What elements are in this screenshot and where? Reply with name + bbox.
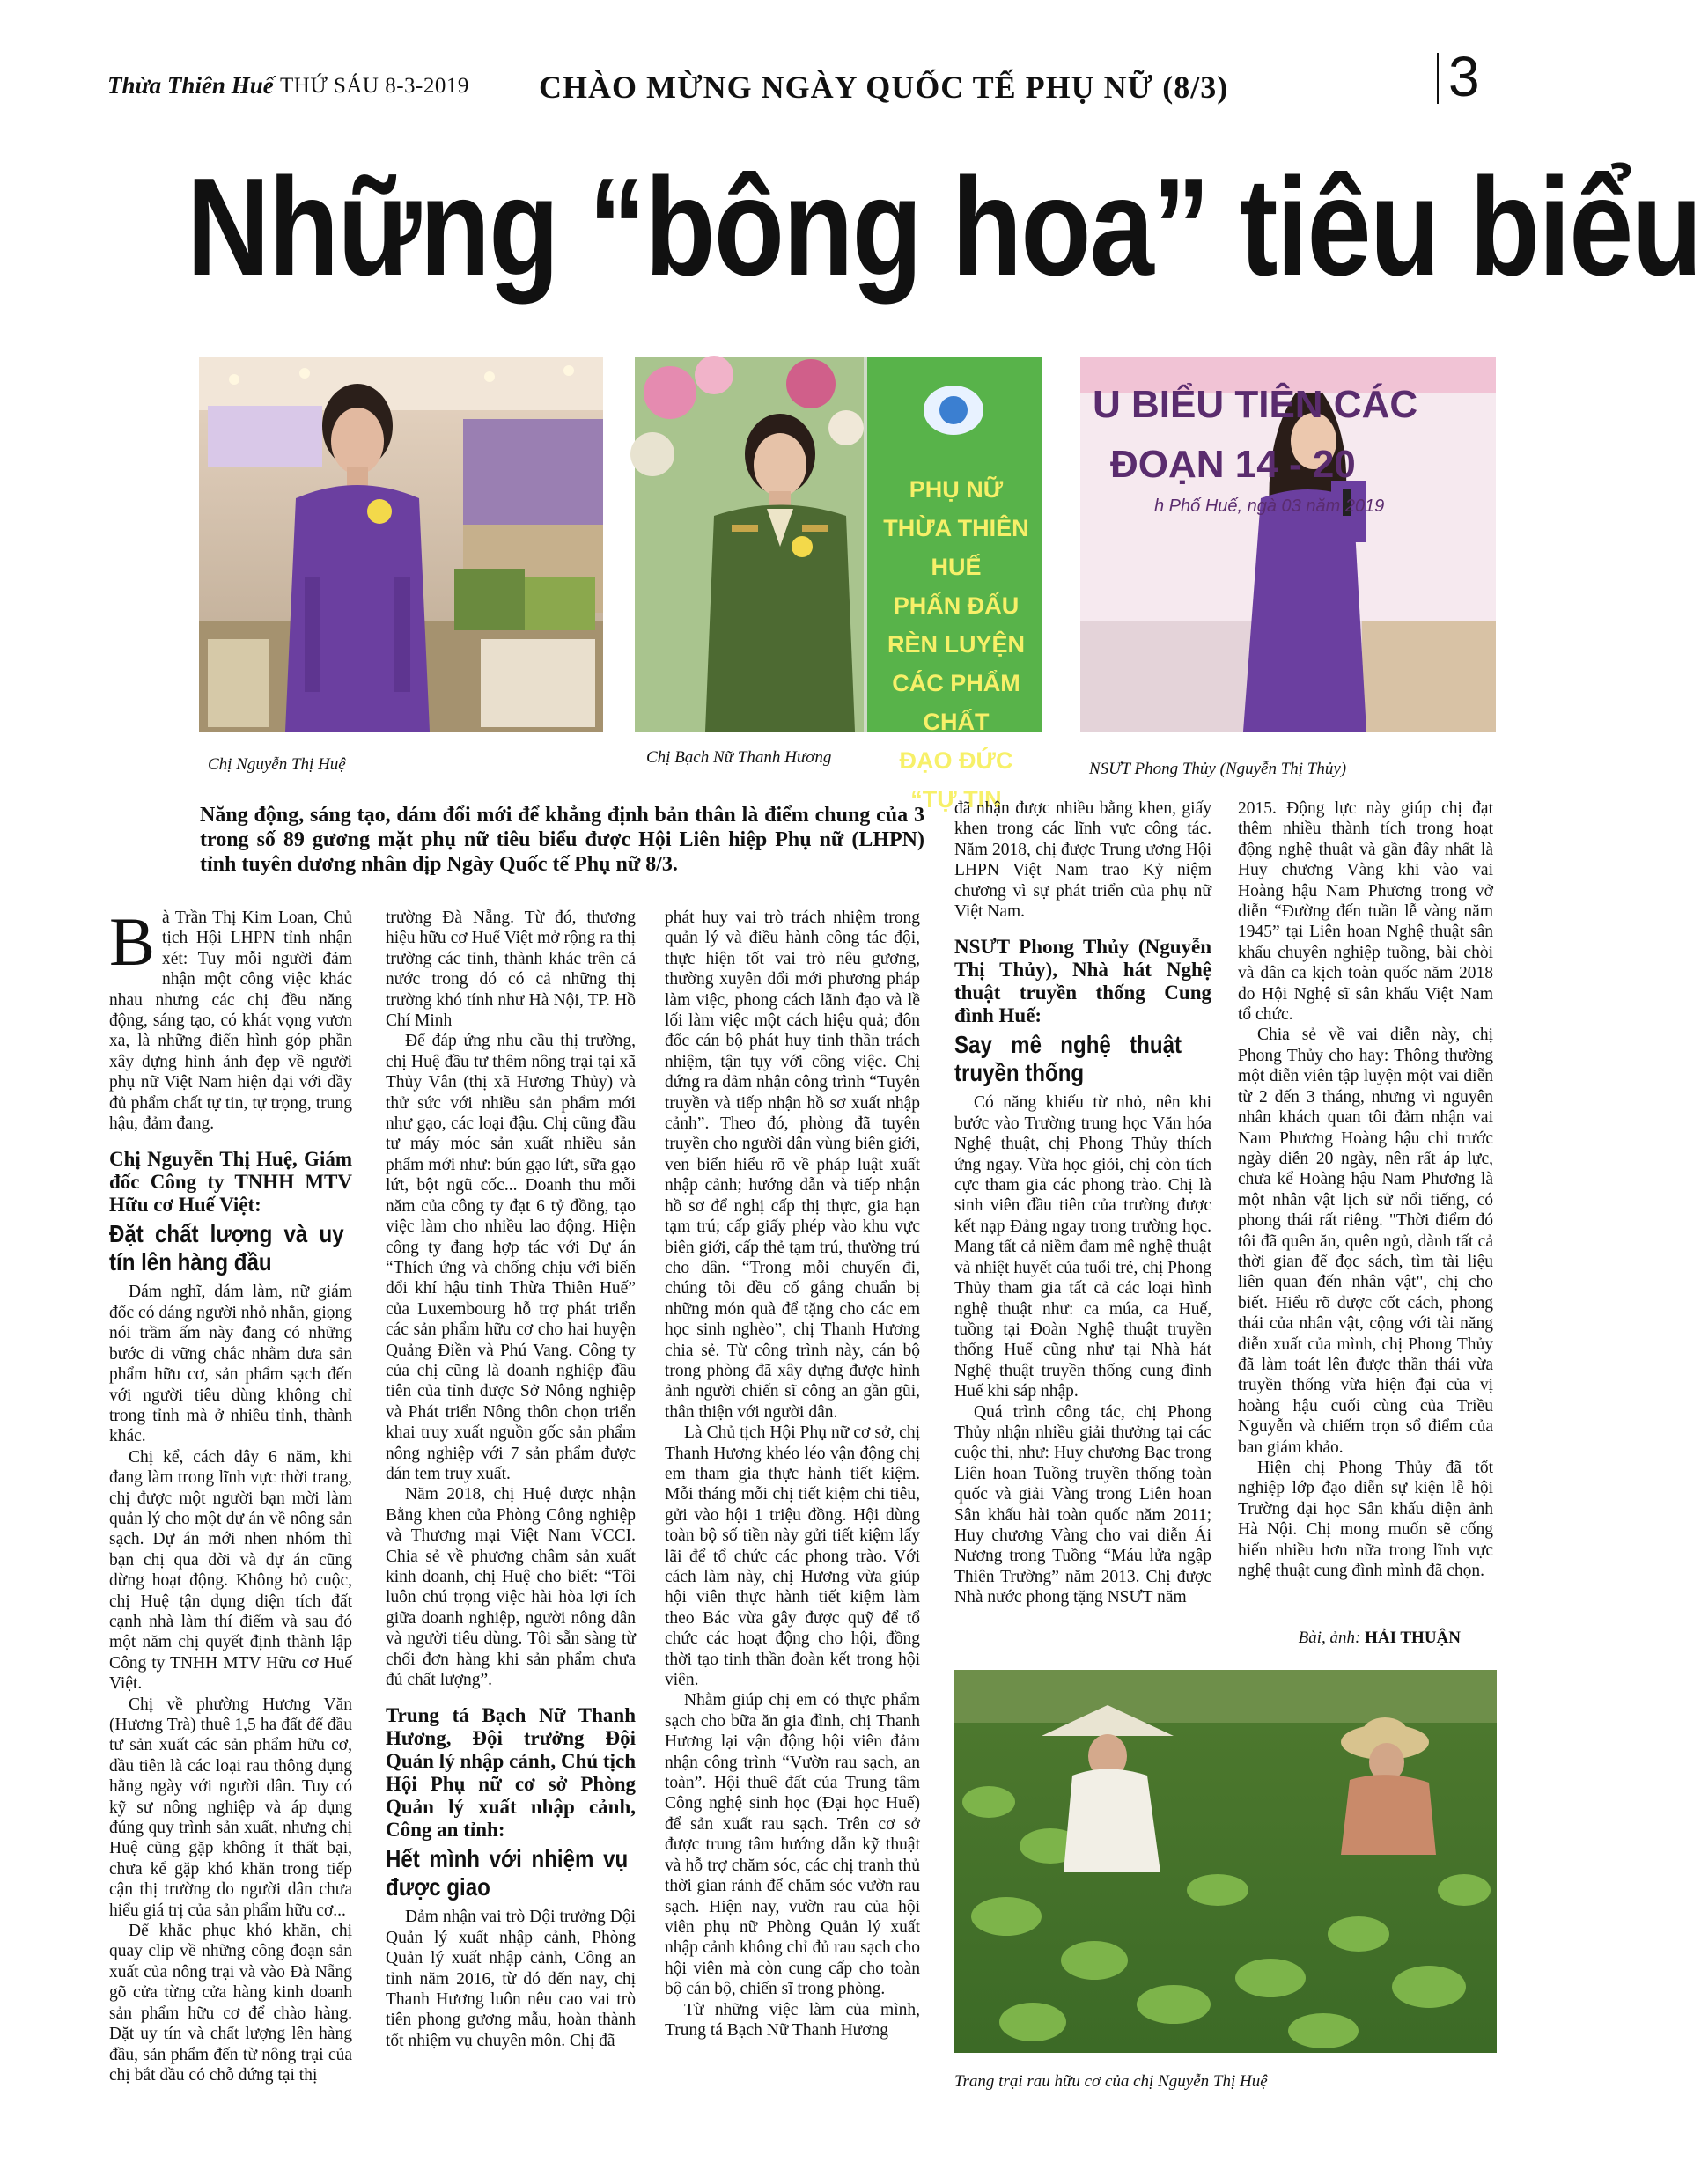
banner-line: h Phố Huế, ngà 03 năm 2019 (1154, 496, 1385, 516)
banner-text (1093, 375, 1498, 518)
subhead-1: Chị Nguyễn Thị Huệ, Giám đốc Công ty TNHH MTV Hữu cơ Huế Việt: (109, 1148, 352, 1217)
tagline-text: Say mê nghệ thuật truyền thống (954, 1031, 1182, 1087)
paragraph: 2015. Động lực này giúp chị đạt thêm nhiều thành tích trong hoạt động nghệ thuật và gần đây nhất là Huy chương Vàng khi vào vai Hoàng hậu Nam Phương trong vở diễn “Đường đến tuần lễ vàng năm 1945” tại Liên hoan Nghệ thuật sân khấu chuyên nghiệp tuồng, bài chòi và dân ca kịch toàn quốc năm 2018 do Hội Nghệ sĩ sân khấu Việt Nam tổ chức. (1238, 799, 1493, 1025)
subhead-2-tagline (386, 1845, 629, 1901)
photo-caption-1: Chị Nguyễn Thị Huệ (208, 755, 346, 774)
paragraph: Chị kể, cách đây 6 năm, khi đang làm trong lĩnh vực thời trang, chị được một người bạn mời làm quản lý cho một dự án về nông sản sạch. Dự án mới nhen nhóm thì bạn chị qua đời và dự án cũng dừng hoạt động. Không bỏ cuộc, chị Huệ tận dụng diện tích đất cạnh nhà làm thí điểm và sau đó một năm chị quyết định thành lập Công ty TNHH MTV Hữu cơ Huế Việt. (109, 1447, 352, 1694)
banner-line: PHẤN ĐẤU (893, 592, 1020, 619)
photo-caption-3: NSƯT Phong Thủy (Nguyễn Thị Thủy) (1089, 760, 1347, 778)
column-1 (109, 903, 352, 2085)
paragraph: trường Đà Nẵng. Từ đó, thương hiệu hữu cơ Huế Việt mở rộng ra thị trường các tỉnh, thành khác trên cả nước trong đó có cả những thị trường khó tính như Hà Nội, TP. Hồ Chí Minh (386, 908, 636, 1031)
headline: Những “bông hoa” tiêu biểu (187, 150, 1701, 305)
banner-line: RÈN LUYỆN (887, 631, 1025, 658)
column-2 (386, 908, 636, 2051)
tagline-text: Hết mình với nhiệm vụ được giao (386, 1845, 629, 1901)
paragraph: Dám nghĩ, dám làm, nữ giám đốc có dáng người nhỏ nhắn, giọng nói trầm ấm này đang có những bước đi vững chắc nhằm đưa sản phẩm hữu cơ, sản phẩm sạch đến với người tiêu dùng không chỉ trong tỉnh mà ở nhiều tỉnh, thành khác. (109, 1283, 352, 1446)
banner-text (874, 470, 1038, 819)
subhead-3: NSƯT Phong Thủy (Nguyễn Thị Thủy), Nhà hát Nghệ thuật truyền thống Cung đình Huế: (954, 936, 1211, 1027)
banner-line: PHỤ NỮ (909, 476, 1004, 503)
photo-caption-4: Trang trại rau hữu cơ của chị Nguyễn Thị Huệ (954, 2072, 1268, 2091)
paragraph: Để đáp ứng nhu cầu thị trường, chị Huệ đầu tư thêm nông trại tại xã Thủy Vân (thị xã Hương Thủy) và thử sức với nhiều sản phẩm mới như gạo, các loại đậu. Chị cũng đầu tư máy móc sản xuất nhiều sản phẩm mới như: bún gạo lứt, sữa gạo lứt, bột ngũ cốc... Doanh thu mỗi năm của công ty đạt 6 tỷ đồng, tạo việc làm cho nhiều lao động. Hiện công ty đang hợp tác với Dự án “Thích ứng và chống chịu với biến đổi khí hậu tỉnh Thừa Thiên Huế” của Luxembourg hỗ trợ phát triển các sản phẩm hữu cơ cho hai huyện Quảng Điền và Phú Vang. Công ty của chị cũng là doanh nghiệp đầu tiên của tỉnh được Sở Nông nghiệp và Phát triển Nông thôn chọn triển khai truy xuất nguồn gốc sản phẩm nông nghiệp với 7 sản phẩm được dán tem truy xuất. (386, 1032, 636, 1483)
column-3 (665, 908, 920, 2041)
photo-organic-farm (954, 1670, 1497, 2053)
subhead-2: Trung tá Bạch Nữ Thanh Hương, Đội trưởng Đội Quản lý nhập cảnh, Chủ tịch Hội Phụ nữ cơ sở Phòng Quản lý xuất nhập cảnh, Công an tỉnh: (386, 1704, 636, 1842)
paragraph: Có năng khiếu từ nhỏ, nên khi bước vào Trường trung học Văn hóa Nghệ thuật, chị Phong Thủy thích ứng ngay. Vừa học giỏi, chị còn tích cực tham gia các phong trào. Chị là sinh viên đầu tiên của trường được kết nạp Đảng ngay trong trường học. Mang tất cả niềm đam mê nghệ thuật và nhiệt huyết của tuổi trẻ, chị Phong Thủy tham gia tất cả các loại hình nghệ thuật như: ca múa, ca Huế, tuồng tại Đoàn Nghệ thuật truyền thống Huế cũng như tại Nhà hát Nghệ thuật truyền thống cung đình Huế khi sáp nhập. (954, 1093, 1211, 1401)
paragraph: Nhằm giúp chị em có thực phẩm sạch cho bữa ăn gia đình, chị Thanh Hương lại vận động hội viên đảm nhận công trình “Vườn rau sạch, an toàn”. Hội thuê đất của Trung tâm Công nghệ sinh học (Đại học Huế) để sản xuất rau sạch. Trên cơ sở được trung tâm hướng dẫn kỹ thuật và hỗ trợ chăm sóc, các chị tranh thủ thời gian rảnh để chăm sóc vườn rau sạch. Hiện nay, vườn rau của hội viên phụ nữ Phòng Quản lý xuất nhập cảnh không chỉ đủ rau sạch cho hội viên mà còn cung cấp cho toàn bộ cán bộ, chiến sĩ trong phòng. (665, 1691, 920, 1999)
photo-caption-2: Chị Bạch Nữ Thanh Hương (646, 748, 832, 767)
byline-author: HẢI THUẬN (1365, 1629, 1461, 1647)
paragraph: Năm 2018, chị Huệ được nhận Bằng khen của Phòng Công nghiệp và Thương mại Việt Nam VCCI. Chia sẻ về phương châm sản xuất kinh doanh, chị Huệ cho biết: “Tôi luôn chú trọng việc hài hòa lợi ích giữa doanh nghiệp, người nông dân và người tiêu dùng. Tôi sẵn sàng từ chối đơn hàng khi sản phẩm chưa đủ chất lượng”. (386, 1485, 636, 1690)
tagline-text: Đặt chất lượng và uy tín lên hàng đầu (109, 1220, 344, 1276)
paragraph: phát huy vai trò trách nhiệm trong quản lý và điều hành công tác đội, thực hiện tốt vai trò nêu gương, thường xuyên đổi mới phương pháp làm việc, phong cách lãnh đạo và lề lối làm việc một cách hiệu quả; đôn đốc cán bộ phát huy tinh thần trách nhiệm, tận tụy với công việc. Chị đứng ra đảm nhận công trình “Tuyên truyền và tiếp nhận hồ sơ xuất nhập cảnh”. Theo đó, phòng đã tuyên truyền cho người dân vùng biên giới, ven biển hiểu rõ về pháp luật xuất nhập cảnh; hướng dẫn và tiếp nhận hồ sơ để nghị cấp thị thực, gia hạn tạm trú; cấp giấy phép vào khu vực biên giới, cấp thẻ tạm trú, thường trú cho dân. “Trong mỗi chuyến đi, chúng tôi đều cố gắng chuẩn bị những món quà để tặng cho các em học sinh nghèo”, chị Thanh Hương chia sẻ. Từ công trình này, cán bộ trong phòng đã xây dựng được hình ảnh người chiến sĩ công an gần gũi, thân thiện với người dân. (665, 908, 920, 1422)
paragraph: Hiện chị Phong Thủy đã tốt nghiệp lớp đạo diễn sự kiện lễ hội Trường đại học Sân khấu điện ảnh Hà Nội. Chị mong muốn sẽ cống hiến nhiều hơn nữa trong lĩnh vực nghệ thuật cung đình mình đã chọn. (1238, 1459, 1493, 1581)
paragraph: Quá trình công tác, chị Phong Thủy nhận nhiều giải thưởng tại các cuộc thi, như: Huy chương Bạc trong Liên hoan Tuồng truyền thống toàn quốc và giải Vàng trong Liên hoan Sân khấu hài toàn quốc năm 2011; Huy chương Vàng cho vai diễn Ái Nương trong Tuồng “Máu lửa ngập Thiên Trường” năm 2013. Chị được Nhà nước phong tặng NSƯT năm (954, 1402, 1211, 1607)
byline (1299, 1629, 1461, 1648)
dropcap: B (109, 903, 156, 980)
photo-phong-thuy (1080, 357, 1496, 732)
newspaper-name: Thừa Thiên Huế (107, 72, 274, 99)
column-4 (954, 798, 1211, 1608)
banner-line: “TỰ TIN (910, 786, 1002, 813)
column-5 (1238, 798, 1493, 1581)
banner-line: ĐẠO ĐỨC (899, 747, 1013, 774)
paragraph: Để khắc phục khó khăn, chị quay clip về những công đoạn sản xuất của nông trại và vào Đà Nẵng gõ cửa từng cửa hàng kinh doanh sản phẩm hữu cơ để chào hàng. Đặt uy tín và chất lượng lên hàng đầu, sản phẩm đến từ nông trại của chị bắt đầu có chỗ đứng tại thị (109, 1922, 352, 2085)
paragraph: Chia sẻ về vai diễn này, chị Phong Thủy cho hay: Thông thường một diễn viên tập luyện một vai diễn từ 2 đến 3 tháng, nhưng vì nguyên nhân khách quan tôi đảm nhận vai Nam Phương Hoàng hậu chỉ trước ngày diễn 20 ngày, nên rất áp lực, chưa kể Hoàng hậu Nam Phương là một nhân vật lịch sử nổi tiếng, có phong thái rất riêng. "Thời điểm đó tôi đã quên ăn, quên ngủ, dành tất cả thời gian để đọc sách, tìm tài liệu liên quan đến nhân vật", chị cho biết. Hiểu rõ được cốt cách, phong thái của nhân vật, cộng với tài năng diễn xuất của mình, chị Phong Thủy đã làm toát lên được thần thái vừa truyền thống vừa hiện đại của vị hoàng hậu cuối cùng của Triều Nguyễn và chiếm trọn sổ điểm của ban giám khảo. (1238, 1026, 1493, 1457)
banner-line: ĐOẠN 14 - 20 (1110, 443, 1356, 486)
photo-nguyen-thi-hue (199, 357, 603, 732)
byline-prefix: Bài, ảnh: (1298, 1629, 1366, 1647)
page-number: 3 (1448, 45, 1480, 108)
intro-paragraph (109, 903, 352, 1134)
paragraph: Đảm nhận vai trò Đội trưởng Đội Quản lý xuất nhập cảnh, Phòng Quản lý xuất nhập cảnh, Công an tỉnh năm 2016, từ đó đến nay, chị Thanh Hương luôn nêu cao vai trò tiên phong gương mẫu, hoàn thành tốt nhiệm vụ chuyên môn. Chị đã (386, 1908, 636, 2050)
banner-line: THỪA THIÊN HUẾ (883, 515, 1029, 580)
section-title: CHÀO MỪNG NGÀY QUỐC TẾ PHỤ NỮ (8/3) (539, 70, 1229, 105)
issue-date: THỨ SÁU 8-3-2019 (280, 74, 469, 98)
banner-line: U BIỂU TIÊN CÁC (1093, 383, 1418, 426)
subhead-3-tagline (954, 1031, 1182, 1087)
subhead-1-tagline (109, 1220, 344, 1276)
banner-line: CÁC PHẨM CHẤT (892, 670, 1020, 735)
paragraph: Là Chủ tịch Hội Phụ nữ cơ sở, chị Thanh Hương khéo léo vận động chị em tham gia thực hành tiết kiệm. Mỗi tháng mỗi chị tiết kiệm chi tiêu, gửi vào hội 1 triệu đồng. Hội dùng toàn bộ số tiền này gửi tiết kiệm lấy lãi để tổ chức các phong trào. Với cách làm này, chị Hương vừa giúp hội viên thực hành tiết kiệm làm theo Bác vừa gây được quỹ để tổ chức các hoạt động cho hội, đồng thời tạo tinh thần đoàn kết trong hội viên. (665, 1423, 920, 1690)
header-divider (1437, 53, 1439, 104)
paragraph: Từ những việc làm của mình, Trung tá Bạch Nữ Thanh Hương (665, 2000, 920, 2040)
paragraph: Chị về phường Hương Văn (Hương Trà) thuê 1,5 ha đất để đầu tư sản xuất các sản phẩm hữu cơ, đầu tiên là các loại rau thông dụng hằng ngày với người dân. Tuy có kỹ sư nông nghiệp và áp dụng đúng quy trình sản xuất, nhưng chị Huệ cũng gặp không ít thất bại, chưa kể gặp khó khăn trong tiếp cận thị trường do người dân chưa hiểu giá trị của sản phẩm hữu cơ... (109, 1695, 352, 1920)
intro-text: à Trần Thị Kim Loan, Chủ tịch Hội LHPN tỉnh nhận xét: Tuy mỗi người đảm nhận một công việc khác nhau nhưng các chị đều năng động, sáng tạo, có khát vọng vươn xa, là những điển hình góp phần xây dựng hình ảnh đẹp về người phụ nữ Việt Nam hiện đại với đầy đủ phẩm chất tự tin, tự trọng, trung hậu, đảm đang. (109, 908, 352, 1134)
paragraph: đã nhận được nhiều bằng khen, giấy khen trong các lĩnh vực công tác. Năm 2018, chị được Trung ương Hội LHPN Việt Nam trao Kỷ niệm chương vì sự phát triển của phụ nữ Việt Nam. (954, 799, 1211, 922)
lead-paragraph: Năng động, sáng tạo, dám đổi mới để khẳng định bản thân là điểm chung của 3 trong số 89 gương mặt phụ nữ tiêu biểu được Hội Liên hiệp Phụ nữ (LHPN) tỉnh tuyên dương nhân dịp Ngày Quốc tế Phụ nữ 8/3. (200, 804, 924, 876)
